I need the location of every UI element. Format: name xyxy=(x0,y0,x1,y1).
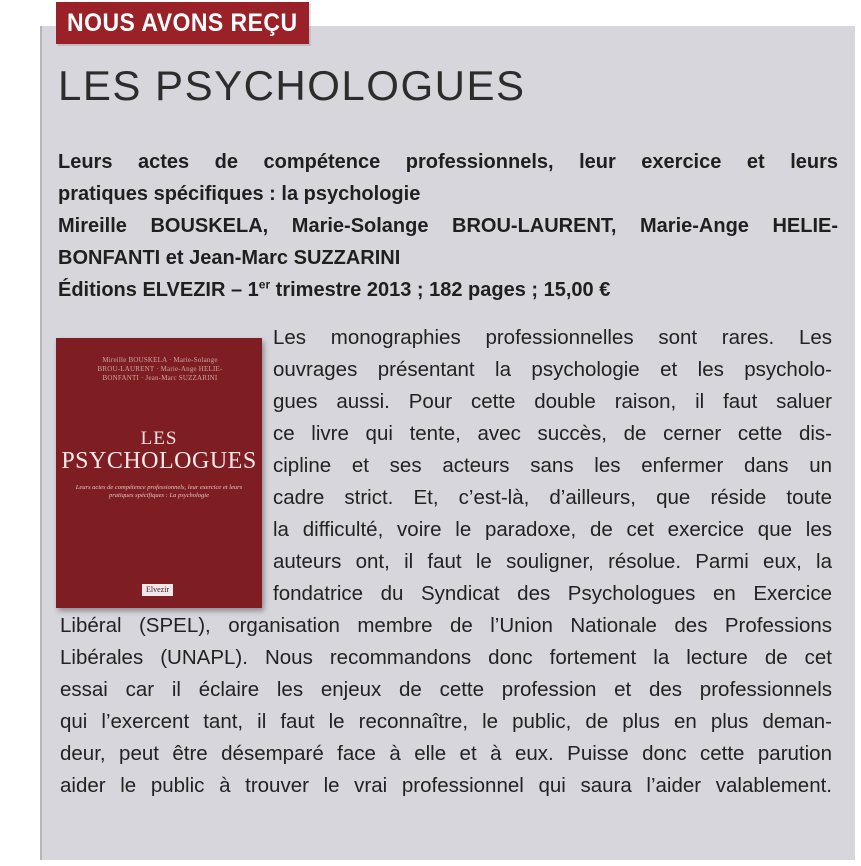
review-line: Libéral (SPEL), organisation membre de l’Union Nationale des Professions xyxy=(60,614,832,637)
review-line: auteurs ont, il faut le souligner, résolue. Parmi eux, la xyxy=(273,550,832,573)
review-line: la difficulté, voire le paradoxe, de cet exercice que les xyxy=(273,518,832,541)
review-line: ouvrages présentant la psychologie et les psycholo- xyxy=(273,358,832,381)
review-line: essai car il éclaire les enjeux de cette profession et des professionnels xyxy=(60,678,832,701)
review-line: deur, peut être désemparé face à elle et à eux. Puisse donc cette parution xyxy=(60,742,832,765)
book-subtitle-line-1: Leurs actes de compétence professionnels, leur exercice et leurs xyxy=(58,151,838,173)
review-line: cipline et ses acteurs sans les enfermer dans un xyxy=(273,454,832,477)
cover-title-main: PSYCHOLOGUES xyxy=(61,448,257,474)
book-details xyxy=(58,146,838,306)
book-subtitle-line-2: pratiques spécifiques : la psychologie xyxy=(58,183,421,205)
review-line: aider le public à trouver le vrai professionnel qui saura l’aider valablement. xyxy=(60,774,832,797)
review-line: fondatrice du Syndicat des Psychologues en Exercice xyxy=(273,582,832,605)
review-line: Les monographies professionnelles sont rares. Les xyxy=(273,326,832,349)
review-line: qui l’exercent tant, il faut le reconnaître, le public, de plus en plus deman- xyxy=(60,710,832,733)
cover-publisher-logo: Elvezir xyxy=(142,584,173,596)
review-text xyxy=(60,322,832,802)
edition-prefix: Éditions ELVEZIR – 1 xyxy=(58,279,259,301)
cover-subtitle: Leurs actes de compétence professionnels, leur exercice et leurs pratiques spécifiques : La psychologie xyxy=(75,484,243,499)
edition-superscript: er xyxy=(258,277,271,292)
section-banner: NOUS AVONS REÇU xyxy=(56,2,309,44)
review-line: gues aussi. Pour cette double raison, il faut saluer xyxy=(273,390,832,413)
review-line: Libérales (UNAPL). Nous recommandons donc fortement la lecture de cet xyxy=(60,646,832,669)
cover-title-les: LES xyxy=(140,428,178,449)
article-title: LES PSYCHOLOGUES xyxy=(58,62,526,109)
book-authors-line-1: Mireille BOUSKELA, Marie-Solange BROU-LAURENT, Marie-Ange HELIE- xyxy=(58,215,838,237)
book-edition xyxy=(58,274,838,306)
cover-authors: Mireille BOUSKELA · Marie-Solange BROU-LAURENT · Marie-Ange HELIE-BONFANTI · Jean-Marc SUZZARINI xyxy=(97,356,223,382)
review-line: cadre strict. Et, c’est-là, d’ailleurs, que réside toute xyxy=(273,486,832,509)
book-authors-line-2: BONFANTI et Jean-Marc SUZZARINI xyxy=(58,247,401,269)
review-line: ce livre qui tente, avec succès, de cerner cette dis- xyxy=(273,422,832,445)
edition-suffix: trimestre 2013 ; 182 pages ; 15,00 € xyxy=(270,279,611,301)
